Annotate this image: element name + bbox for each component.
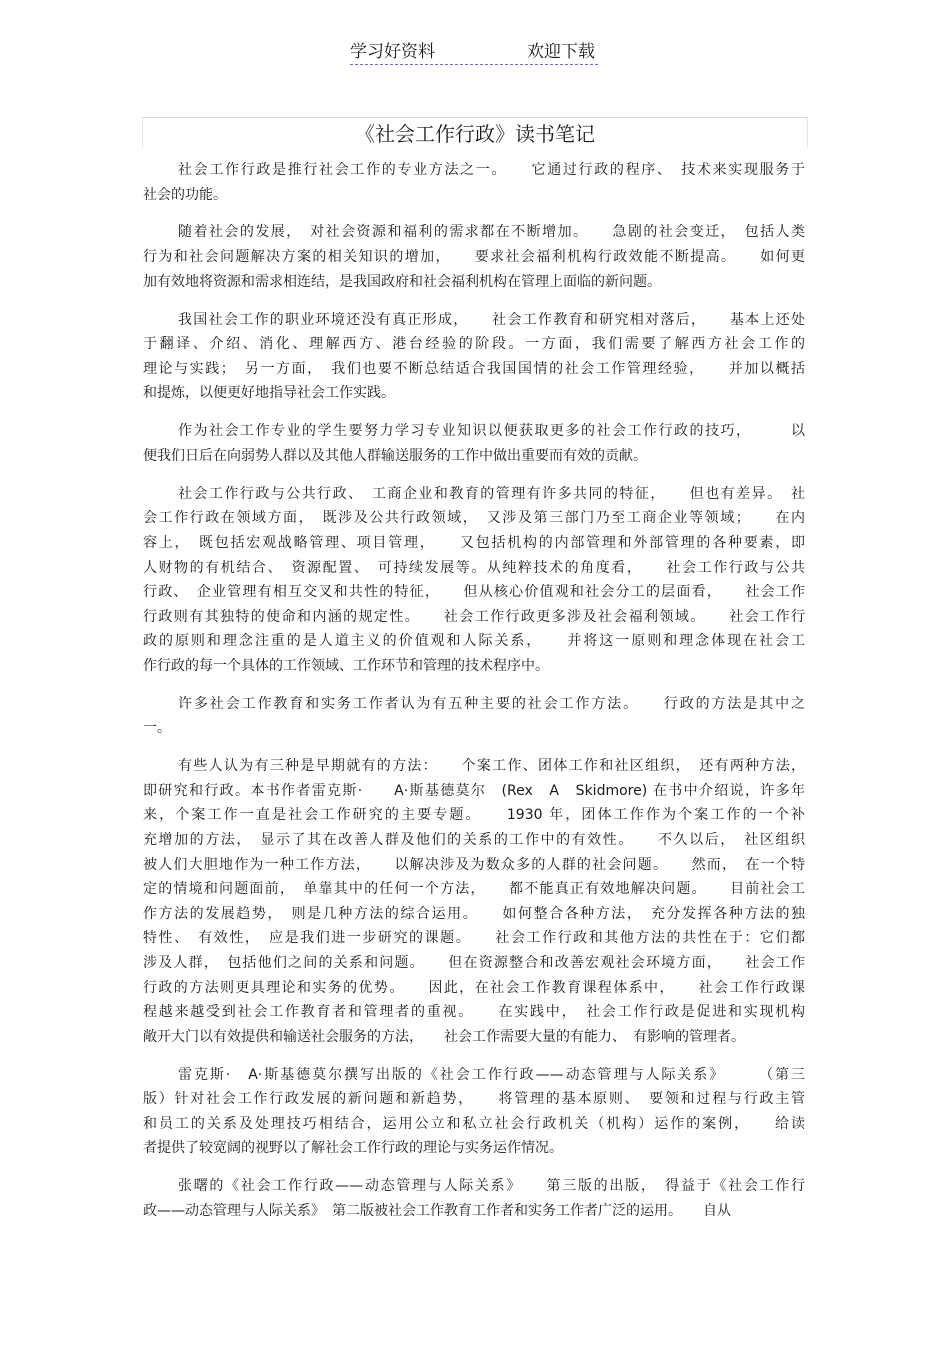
title-box [142, 117, 808, 148]
paragraph-line: 作方法的发展趋势， 则是几种方法的综合运用。 如何整合各种方法， 充分发挥各种方法的独 [143, 905, 805, 922]
paragraph-line: 容上， 既包括宏观战略管理、项目管理， 又包括机构的内部管理和外部管理的各种要素，即 [143, 534, 805, 551]
paragraph [143, 1174, 805, 1223]
paragraph-line: 和提炼，以便更好地指导社会工作实践。 [143, 385, 395, 402]
paragraph-line: 随着社会的发展， 对社会资源和福利的需求都在不断增加。 急剧的社会变迁， 包括人类 [178, 224, 805, 241]
paragraph-line: 加有效地将资源和需求相连结，是我国政府和社会福利机构在管理上面临的新问题。 [143, 273, 661, 290]
paragraph [143, 482, 805, 679]
paragraph-line: 即研究和行政。本书作者雷克斯· A·斯基德莫尔 (Rex A Skidmore) 在书中介绍说，许多年 [143, 782, 805, 799]
document-title: 《社会工作行政》读书笔记 [355, 122, 595, 146]
paragraph [143, 220, 805, 294]
paragraph [143, 1063, 805, 1161]
paragraph-line: 作为社会工作专业的学生要努力学习专业知识以便获取更多的社会工作行政的技巧， 以 [178, 423, 805, 440]
paragraph-line: 敞开大门以有效提供和输送社会服务的方法， 社会工作需要大量的有能力、 有影响的管理者。 [143, 1028, 745, 1045]
paragraph-line: 人财物的有机结合、 资源配置、 可持续发展等。从纯粹技术的角度看， 社会工作行政与公共 [143, 559, 805, 576]
paragraph-line: 定的情境和问题面前， 单靠其中的任何一个方法， 都不能真正有效地解决问题。 目前社会工 [143, 881, 805, 898]
paragraph-line: 程越来越受到社会工作教育者和管理者的重视。 在实践中， 社会工作行政是促进和实现机构 [143, 1004, 805, 1021]
paragraph [143, 419, 805, 468]
paragraph-line: 者提供了较宽阔的视野以了解社会工作行政的理论与实务运作情况。 [143, 1140, 563, 1157]
paragraph-line: 特性、 有效性， 应是我们进一步研究的课题。 社会工作行政和其他方法的共性在于：它们都 [143, 930, 805, 947]
paragraph-line: 张曙的《社会工作行政——动态管理与人际关系》 第三版的出版， 得益于《社会工作行 [178, 1178, 805, 1195]
paragraph-line: 和员工的关系及处理技巧相结合，运用公立和私立社会行政机关（机构）运作的案例， 给读 [143, 1115, 805, 1132]
paragraph [143, 158, 805, 207]
paragraph-line: 政的原则和理念注重的是人道主义的价值观和人际关系， 并将这一原则和理念体现在社会工 [143, 633, 805, 650]
paragraph-line: 便我们日后在向弱势人群以及其他人群输送服务的工作中做出重要而有效的贡献。 [143, 447, 647, 464]
paragraph-line: 政——动态管理与人际关系》 第二版被社会工作教育工作者和实务工作者广泛的运用。 自从 [143, 1202, 731, 1219]
paragraph-line: 涉及人群， 包括他们之间的关系和问题。 但在资源整合和改善宏观社会环境方面， 社会工作 [143, 955, 805, 971]
paragraph-line: 一。 [143, 720, 171, 737]
paragraph-line: 社会工作行政与公共行政、 工商企业和教育的管理有许多共同的特征， 但也有差异。 社 [178, 485, 805, 502]
paragraph-line: 会工作行政在领域方面， 既涉及公共行政领域， 又涉及第三部门乃至工商企业等领域； 在内 [143, 510, 805, 527]
paragraph-line: 被人们大胆地作为一种工作方法， 以解决涉及为数众多的人群的社会问题。 然而， 在一个特 [143, 856, 805, 873]
paragraph-line: 我国社会工作的职业环境还没有真正形成， 社会工作教育和研究相对落后， 基本上还处 [178, 311, 805, 328]
paragraph-line: 社会的功能。 [143, 186, 227, 203]
paragraph [143, 754, 805, 1049]
paragraph-line: 充增加的方法， 显示了其在改善人群及他们的关系的工作中的有效性。 不久以后， 社区组织 [143, 832, 805, 849]
paragraph-line: 版）针对社会工作行政发展的新问题和新趋势， 将管理的基本原则、 要领和过程与行政主管 [143, 1091, 805, 1108]
paragraph-line: 来，个案工作一直是社会工作研究的主要专题。 1930 年，团体工作作为个案工作的一个补 [143, 807, 805, 824]
paragraph-line: 行政则有其独特的使命和内涵的规定性。 社会工作行政更多涉及社会福利领域。 社会工作行 [143, 608, 805, 625]
paragraph-line: 行为和社会问题解决方案的相关知识的增加， 要求社会福利机构行政效能不断提高。 如何更 [143, 249, 805, 266]
header-left-text: 学习好资料 [350, 42, 435, 62]
paragraph [143, 308, 805, 406]
paragraph-line: 于翻译、介绍、消化、理解西方、港台经验的阶段。一方面，我们需要了解西方社会工作的 [143, 336, 805, 353]
header-right-text: 欢迎下载 [527, 42, 595, 62]
paragraph-line: 雷克斯· A·斯基德莫尔撰写出版的《社会工作行政——动态管理与人际关系》 （第三 [178, 1066, 805, 1083]
document-body [143, 158, 805, 1237]
paragraph-line: 社会工作行政是推行社会工作的专业方法之一。 它通过行政的程序、 技术来实现服务于 [178, 162, 805, 178]
paragraph-line: 行政的方法则更具理论和实务的优势。 因此，在社会工作教育课程体系中， 社会工作行政课 [143, 979, 805, 996]
page-header [350, 40, 598, 65]
paragraph-line: 有些人认为有三种是早期就有的方法： 个案工作、团体工作和社区组织， 还有两种方法， [178, 758, 805, 775]
paragraph-line: 行政、 企业管理有相互交叉和共性的特征， 但从核心价值观和社会分工的层面看， 社会工作 [143, 584, 805, 601]
paragraph-line: 许多社会工作教育和实务工作者认为有五种主要的社会工作方法。 行政的方法是其中之 [178, 695, 805, 712]
paragraph [143, 692, 805, 741]
paragraph-line: 作行政的每一个具体的工作领域、工作环节和管理的技术程序中。 [143, 657, 549, 674]
paragraph-line: 理论与实践； 另一方面， 我们也要不断总结适合我国国情的社会工作管理经验， 并加以概括 [143, 360, 805, 377]
